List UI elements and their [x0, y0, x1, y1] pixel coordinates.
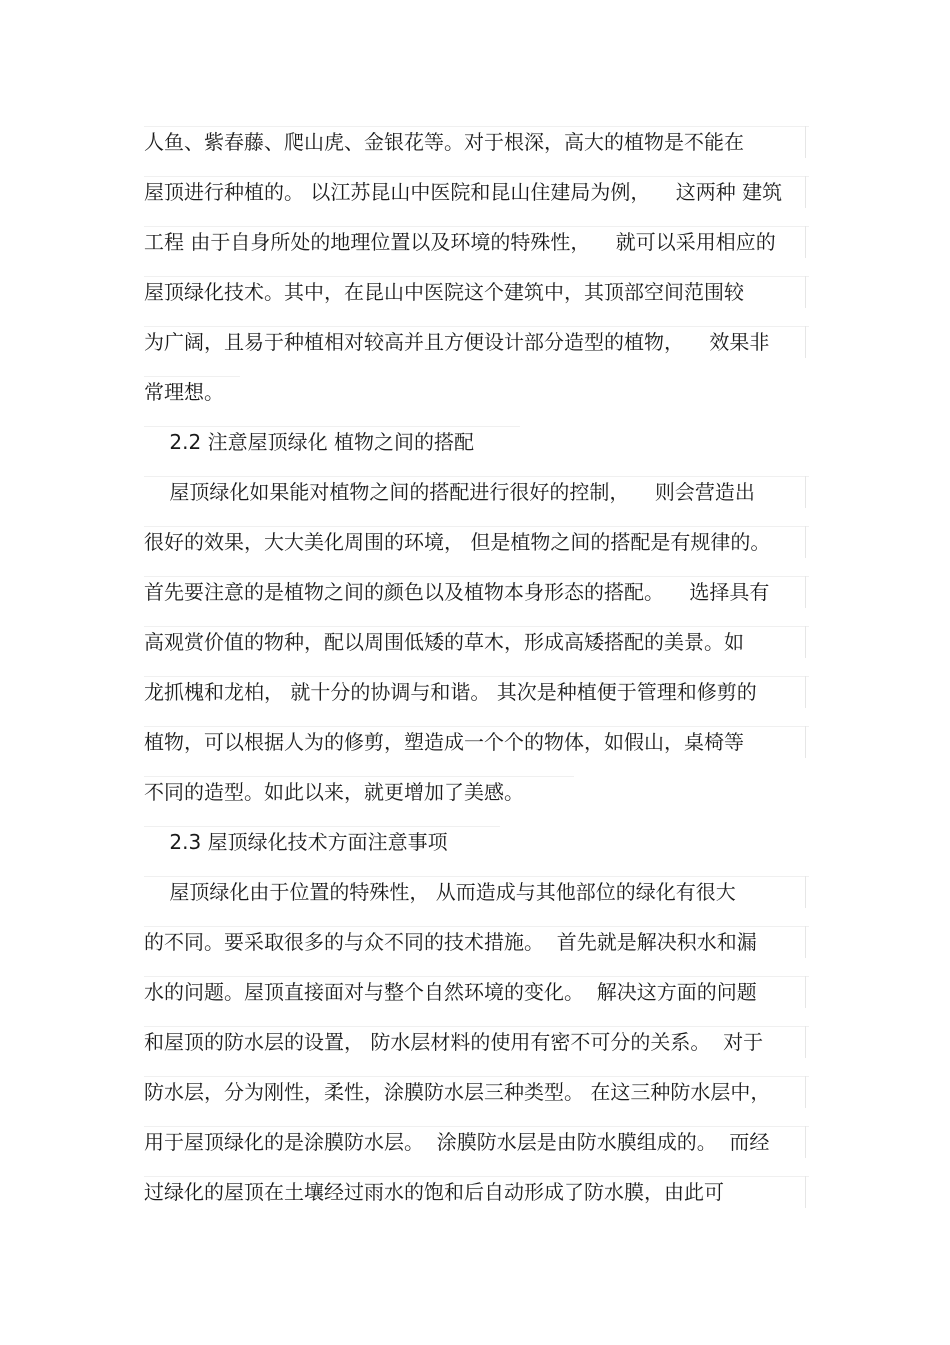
- section-2-2-line-2: 很好的效果，大大美化周围的环境， 但是植物之间的搭配是有规律的。: [144, 526, 809, 558]
- section-2-3-line-1: 屋顶绿化由于位置的特殊性， 从而造成与其他部位的绿化有很大: [144, 876, 809, 908]
- paragraph-1-line-5: 为广阔，且易于种植相对较高并且方便设计部分造型的植物， 效果非: [144, 326, 809, 358]
- section-2-2-line-4: 高观赏价值的物种，配以周围低矮的草木，形成高矮搭配的美景。如: [144, 626, 809, 658]
- section-2-2-line-5: 龙抓槐和龙柏， 就十分的协调与和谐。 其次是种植便于管理和修剪的: [144, 676, 809, 708]
- paragraph-1-line-1: 人鱼、紫春藤、爬山虎、金银花等。对于根深，高大的植物是不能在: [144, 126, 809, 158]
- section-2-3-line-6: 用于屋顶绿化的是涂膜防水层。 涂膜防水层是由防水膜组成的。 而经: [144, 1126, 809, 1158]
- section-2-2-line-6: 植物，可以根据人为的修剪，塑造成一个个的物体，如假山，桌椅等: [144, 726, 809, 758]
- section-2-3-heading: 2.3 屋顶绿化技术方面注意事项: [144, 826, 500, 858]
- section-2-3-line-5: 防水层，分为刚性，柔性，涂膜防水层三种类型。 在这三种防水层中，: [144, 1076, 809, 1108]
- paragraph-1-line-6: 常理想。: [144, 376, 240, 408]
- paragraph-1-line-3: 工程 由于自身所处的地理位置以及环境的特殊性， 就可以采用相应的: [144, 226, 809, 258]
- section-2-3-line-2: 的不同。要采取很多的与众不同的技术措施。 首先就是解决积水和漏: [144, 926, 809, 958]
- section-2-3-line-3: 水的问题。屋顶直接面对与整个自然环境的变化。 解决这方面的问题: [144, 976, 809, 1008]
- paragraph-1-line-2: 屋顶进行种植的。 以江苏昆山中医院和昆山住建局为例， 这两种 建筑: [144, 176, 809, 208]
- section-2-2-line-1: 屋顶绿化如果能对植物之间的搭配进行很好的控制， 则会营造出: [144, 476, 809, 508]
- section-2-2-heading: 2.2 注意屋顶绿化 植物之间的搭配: [144, 426, 520, 458]
- section-2-3-line-7: 过绿化的屋顶在土壤经过雨水的饱和后自动形成了防水膜，由此可: [144, 1176, 809, 1208]
- paragraph-1-line-4: 屋顶绿化技术。其中，在昆山中医院这个建筑中，其顶部空间范围较: [144, 276, 809, 308]
- section-2-2-line-7: 不同的造型。如此以来，就更增加了美感。: [144, 776, 574, 808]
- section-2-3-line-4: 和屋顶的防水层的设置， 防水层材料的使用有密不可分的关系。 对于: [144, 1026, 809, 1058]
- section-2-2-line-3: 首先要注意的是植物之间的颜色以及植物本身形态的搭配。 选择具有: [144, 576, 809, 608]
